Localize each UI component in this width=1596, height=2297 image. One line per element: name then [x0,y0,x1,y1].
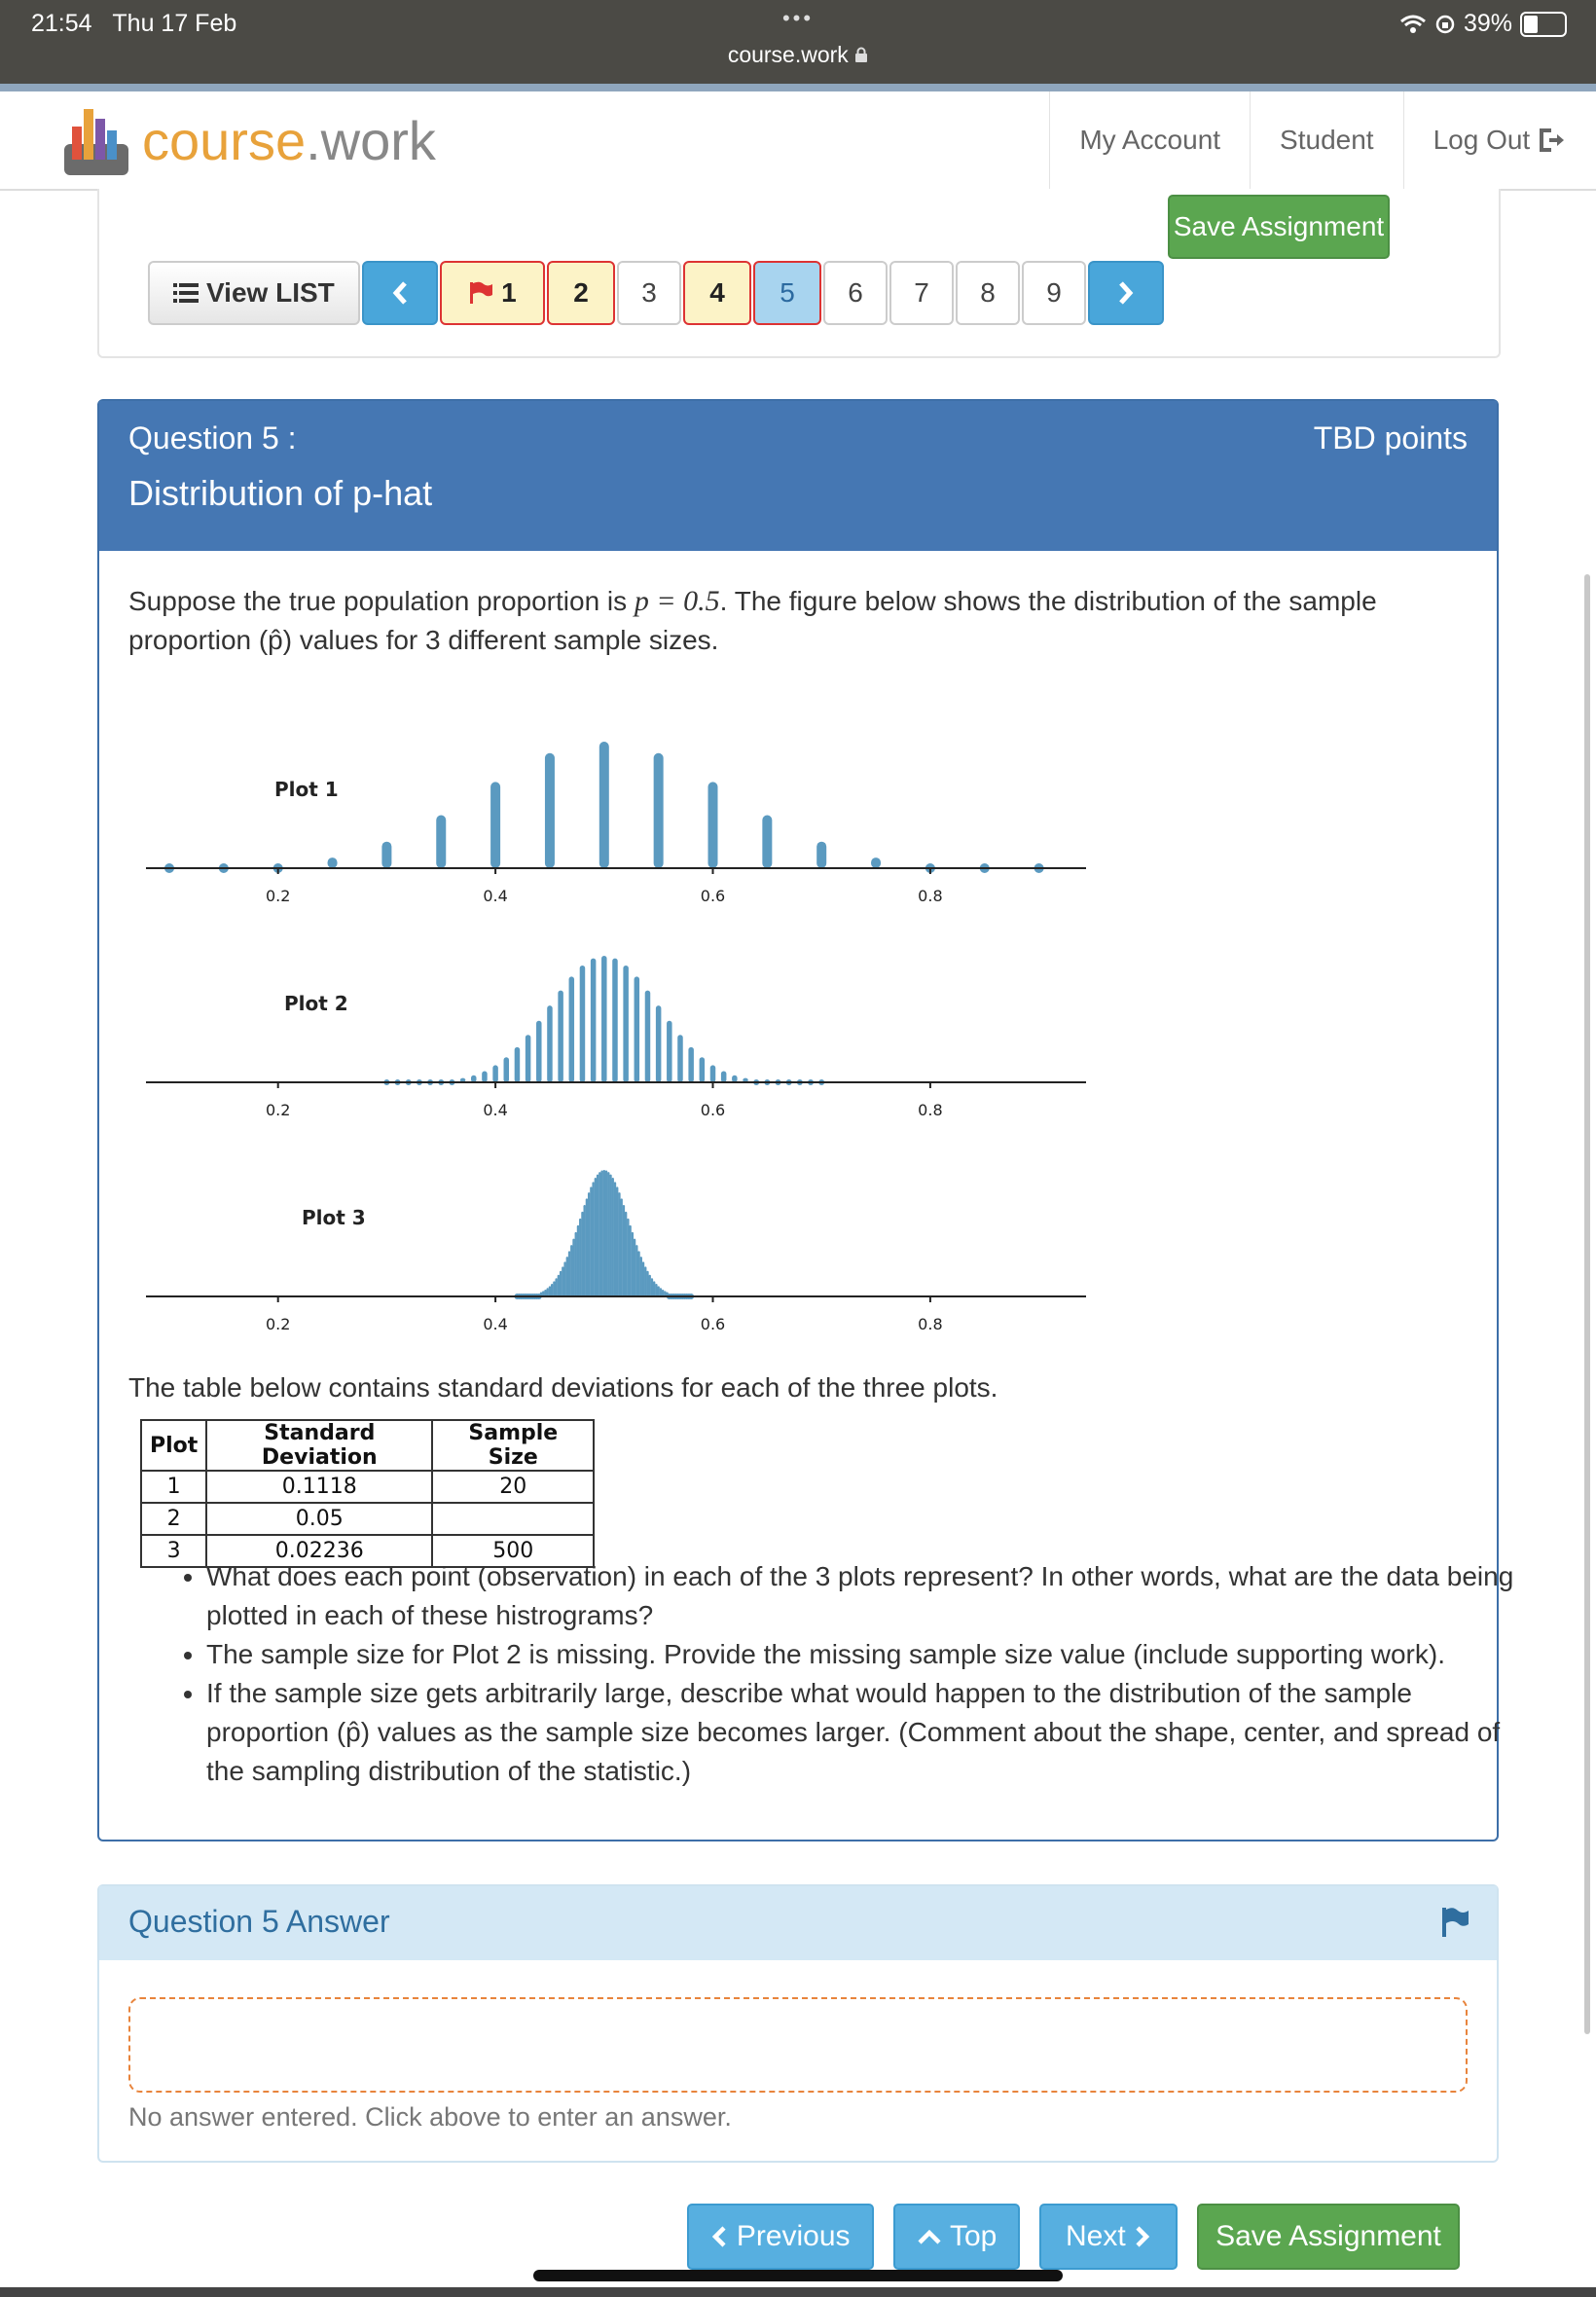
question-number: Question 5 : [128,420,297,456]
plot-bar [436,815,446,868]
plot-tick-label: 0.2 [265,887,291,905]
nav-links [1049,91,1596,189]
page-button-3[interactable]: 3 [617,261,681,325]
plot-tick-label: 0.8 [918,1101,943,1119]
table-row [141,1503,594,1535]
plot-bar [649,1275,651,1296]
plot-bar [563,1261,565,1296]
plot-bar [700,1057,706,1082]
plot-bar [600,1171,602,1296]
plot-bar [598,1172,600,1296]
plot-title: Plot 3 [302,1206,366,1229]
table-header-plot: Plot [141,1420,206,1471]
table-cell: 0.02236 [206,1535,432,1567]
plot-tick-label: 0.2 [265,1101,291,1119]
plot-bar [471,1076,477,1082]
date-text: Thu 17 Feb [112,10,237,37]
logo-icon [62,101,130,179]
logo-text [142,109,436,172]
plot-bar [618,1192,620,1296]
plot-tick-label: 0.2 [265,1315,291,1333]
sampling-distribution-plots [138,732,1111,1374]
plot-bar [654,753,664,868]
plot-bar [590,1186,592,1296]
plot-bar [566,1257,568,1296]
chevron-right-icon [1134,2225,1151,2248]
previous-label: Previous [736,2220,851,2252]
table-cell: 3 [141,1535,206,1567]
wifi-icon [1399,14,1427,35]
logout-link[interactable] [1403,91,1596,189]
more-dots-icon[interactable]: ••• [781,6,815,30]
plot-bar [586,1198,588,1296]
question-bullets [158,1557,1530,1791]
table-cell: 2 [141,1503,206,1535]
plot-bar [660,1288,662,1296]
save-assignment-button-bottom[interactable]: Save Assignment [1197,2204,1460,2270]
page-button-7[interactable]: 7 [889,261,954,325]
plot-bar [721,1071,727,1082]
status-divider [0,84,1596,91]
plot-bar [599,742,609,868]
site-navbar [0,91,1596,191]
plot-bar [620,1198,622,1296]
plot-bar [575,1232,577,1296]
site-logo[interactable] [62,101,436,179]
plot-title: Plot 1 [274,778,339,801]
status-right [1399,10,1567,38]
question-pager [148,259,1164,327]
plot-bar [627,1219,629,1296]
plot-bar [623,966,629,1082]
plot-tick-label: 0.4 [483,1315,508,1333]
plot-title: Plot 2 [284,992,348,1015]
plot-bar [591,959,597,1082]
plot-bar [634,1239,635,1296]
plot-bar [644,1266,646,1296]
plot-bar [551,1284,553,1296]
plot-bar [526,1035,531,1082]
page-button-6[interactable]: 6 [823,261,888,325]
answer-panel [97,1884,1499,2163]
chevron-right-icon [1117,280,1135,306]
plot-tick-label: 0.6 [700,1315,726,1333]
plot-bar [597,1175,598,1296]
plot-bar [651,1278,653,1296]
next-page-button[interactable] [1088,261,1164,325]
plot-bar [612,959,618,1082]
plot-tick-label: 0.8 [918,1315,943,1333]
page-button-1[interactable] [440,261,545,325]
page-button-5[interactable]: 5 [753,261,821,325]
plot-bar [640,1257,642,1296]
plot-bar [547,1005,553,1082]
table-cell: 0.05 [206,1503,432,1535]
save-assignment-button-top[interactable]: Save Assignment [1168,195,1390,259]
question-points: TBD points [1313,420,1468,456]
plot-bar [655,1284,657,1296]
plot-bar [667,1021,672,1082]
plot-tick-label: 0.4 [483,887,508,905]
my-account-link[interactable]: My Account [1049,91,1250,189]
flag-icon[interactable] [1440,1906,1469,1939]
answer-input[interactable] [128,1997,1468,2093]
plot-bar [623,1205,625,1296]
list-item: • The sample size for Plot 2 is missing. Provide the missing sample size value (include supporting work). [206,1635,1530,1674]
table-cell: 1 [141,1471,206,1503]
logo-text-work: .work [306,109,436,171]
page-button-8[interactable]: 8 [956,261,1020,325]
plot-bar [646,1271,648,1296]
battery-icon [1520,12,1567,37]
list-item: • What does each point (observation) in each of the 3 plots represent? In other words, what are the data being plotted in each of these histrograms? [206,1557,1530,1635]
plot-bar [657,1286,659,1296]
plot-tick-label: 0.6 [700,887,726,905]
plot-bar [612,1178,614,1296]
answer-hint: No answer entered. Click above to enter an answer. [128,2102,732,2132]
plot-bar [580,966,586,1082]
plot-bar [677,1035,683,1082]
table-cell: 20 [432,1471,594,1503]
plot-bar [629,1225,631,1296]
plot-bar [607,1172,609,1296]
table-cell: 500 [432,1535,594,1567]
battery-percent: 39% [1463,10,1512,37]
plot-bar [568,1251,570,1296]
plot-bar [601,956,607,1082]
previous-button[interactable] [687,2204,874,2270]
plot-bar [653,1281,655,1296]
list-icon [173,281,199,305]
table-header-sd: Standard Deviation [206,1420,432,1471]
plot-bar [555,1278,557,1296]
plot-bar [562,1266,563,1296]
plot-bar [635,1245,637,1296]
table-cell: 0.1118 [206,1471,432,1503]
bottom-strip [0,2287,1596,2297]
question-header [99,401,1497,551]
plot-bar [553,1281,555,1296]
intro-text-1: Suppose the true population proportion is [128,586,635,616]
plot-bar [732,1076,738,1082]
plot-bar [871,857,881,868]
plot-bar [581,1212,583,1296]
table-intro: The table below contains standard deviations for each of the three plots. [128,1372,998,1403]
table-row [141,1471,594,1503]
intro-p-value: p = 0.5 [634,585,720,617]
address-bar[interactable] [0,42,1596,68]
plot-bar [569,976,575,1082]
plot-bar [328,857,338,868]
page-button-2[interactable]: 2 [547,261,615,325]
plot-bar [816,842,826,868]
intro-text-2: . The figure below shows the distribution of the sample proportion (p̂) values for 3 different sample sizes. [128,586,1377,655]
page-button-4[interactable]: 4 [683,261,751,325]
plot-bar [762,815,772,868]
next-button[interactable] [1039,2204,1178,2270]
plot-bar [609,1175,611,1296]
plot-bar [642,1261,644,1296]
plot-bar [504,1057,510,1082]
plot-bar [515,1047,521,1082]
plot-bar [603,1170,605,1296]
plot-bar [625,1212,627,1296]
flag-icon [468,280,493,306]
plot-bar [645,991,651,1082]
top-label: Top [949,2220,998,2252]
table-cell [432,1503,594,1535]
scrollbar[interactable] [1584,574,1590,2034]
plot-bar [549,1286,551,1296]
prev-page-button[interactable] [362,261,438,325]
plot-bar [656,1005,662,1082]
logo-text-course: course [142,109,307,171]
plot-bar [544,1290,546,1296]
rotation-lock-icon [1434,14,1456,35]
plot-bar [558,1275,560,1296]
question-intro [128,582,1471,660]
chevron-left-icon [391,280,409,306]
page-button-9[interactable]: 9 [1022,261,1086,325]
plot-bar [605,1171,607,1296]
plot-bar [560,1271,562,1296]
plot-bar [614,1182,616,1296]
plot-bar [710,1065,716,1082]
plot-bar [637,1251,639,1296]
logout-label: Log Out [1433,125,1531,155]
status-bar [0,0,1596,84]
time-text: 21:54 [31,10,92,37]
plot-bar [579,1219,581,1296]
plot-bar [577,1225,579,1296]
list-item: • If the sample size gets arbitrarily large, describe what would happen to the distribution of the sample proportion (p̂) values as the sample size becomes larger. (Comment about the shape, center, and spread of the sampling distribution of the statistic.) [206,1674,1530,1791]
plot-tick-label: 0.6 [700,1101,726,1119]
plot-bar [632,1232,634,1296]
plot-bar [492,1065,498,1082]
plot-bar [588,1192,590,1296]
table-header-row [141,1420,594,1471]
lock-icon [854,47,868,62]
page-label-1: 1 [501,277,517,308]
plot-bar [381,842,391,868]
plot-bar [572,1239,574,1296]
table-header-n: Sample Size [432,1420,594,1471]
next-label: Next [1065,2220,1126,2252]
question-panel [97,399,1514,1841]
view-list-label: View LIST [206,277,335,308]
question-title: Distribution of p-hat [128,473,433,513]
plot-bar [558,991,563,1082]
plot-bar [592,1182,594,1296]
chevron-up-icon [917,2228,942,2245]
plot-tick-label: 0.4 [483,1101,508,1119]
plot-tick-label: 0.8 [918,887,943,905]
plot-bar [482,1071,488,1082]
plot-bar [616,1186,618,1296]
url-text: course.work [727,42,849,67]
plot-bar [688,1047,694,1082]
answer-header [99,1886,1497,1960]
top-button[interactable] [893,2204,1020,2270]
plot-bar [536,1021,542,1082]
sd-table [140,1419,595,1568]
student-link[interactable]: Student [1250,91,1403,189]
plot-bar [490,782,500,868]
answer-title: Question 5 Answer [128,1904,390,1939]
view-list-button[interactable] [148,261,360,325]
plot-bar [570,1245,572,1296]
plot-bar [708,782,718,868]
plot-bar [662,1290,664,1296]
home-indicator[interactable] [533,2270,1063,2281]
plot-bar [595,1178,597,1296]
plot-bar [547,1288,549,1296]
plot-bar [583,1205,585,1296]
plot-bar [545,753,555,868]
plot-bar [635,976,640,1082]
logout-icon [1538,128,1567,153]
chevron-left-icon [710,2225,728,2248]
